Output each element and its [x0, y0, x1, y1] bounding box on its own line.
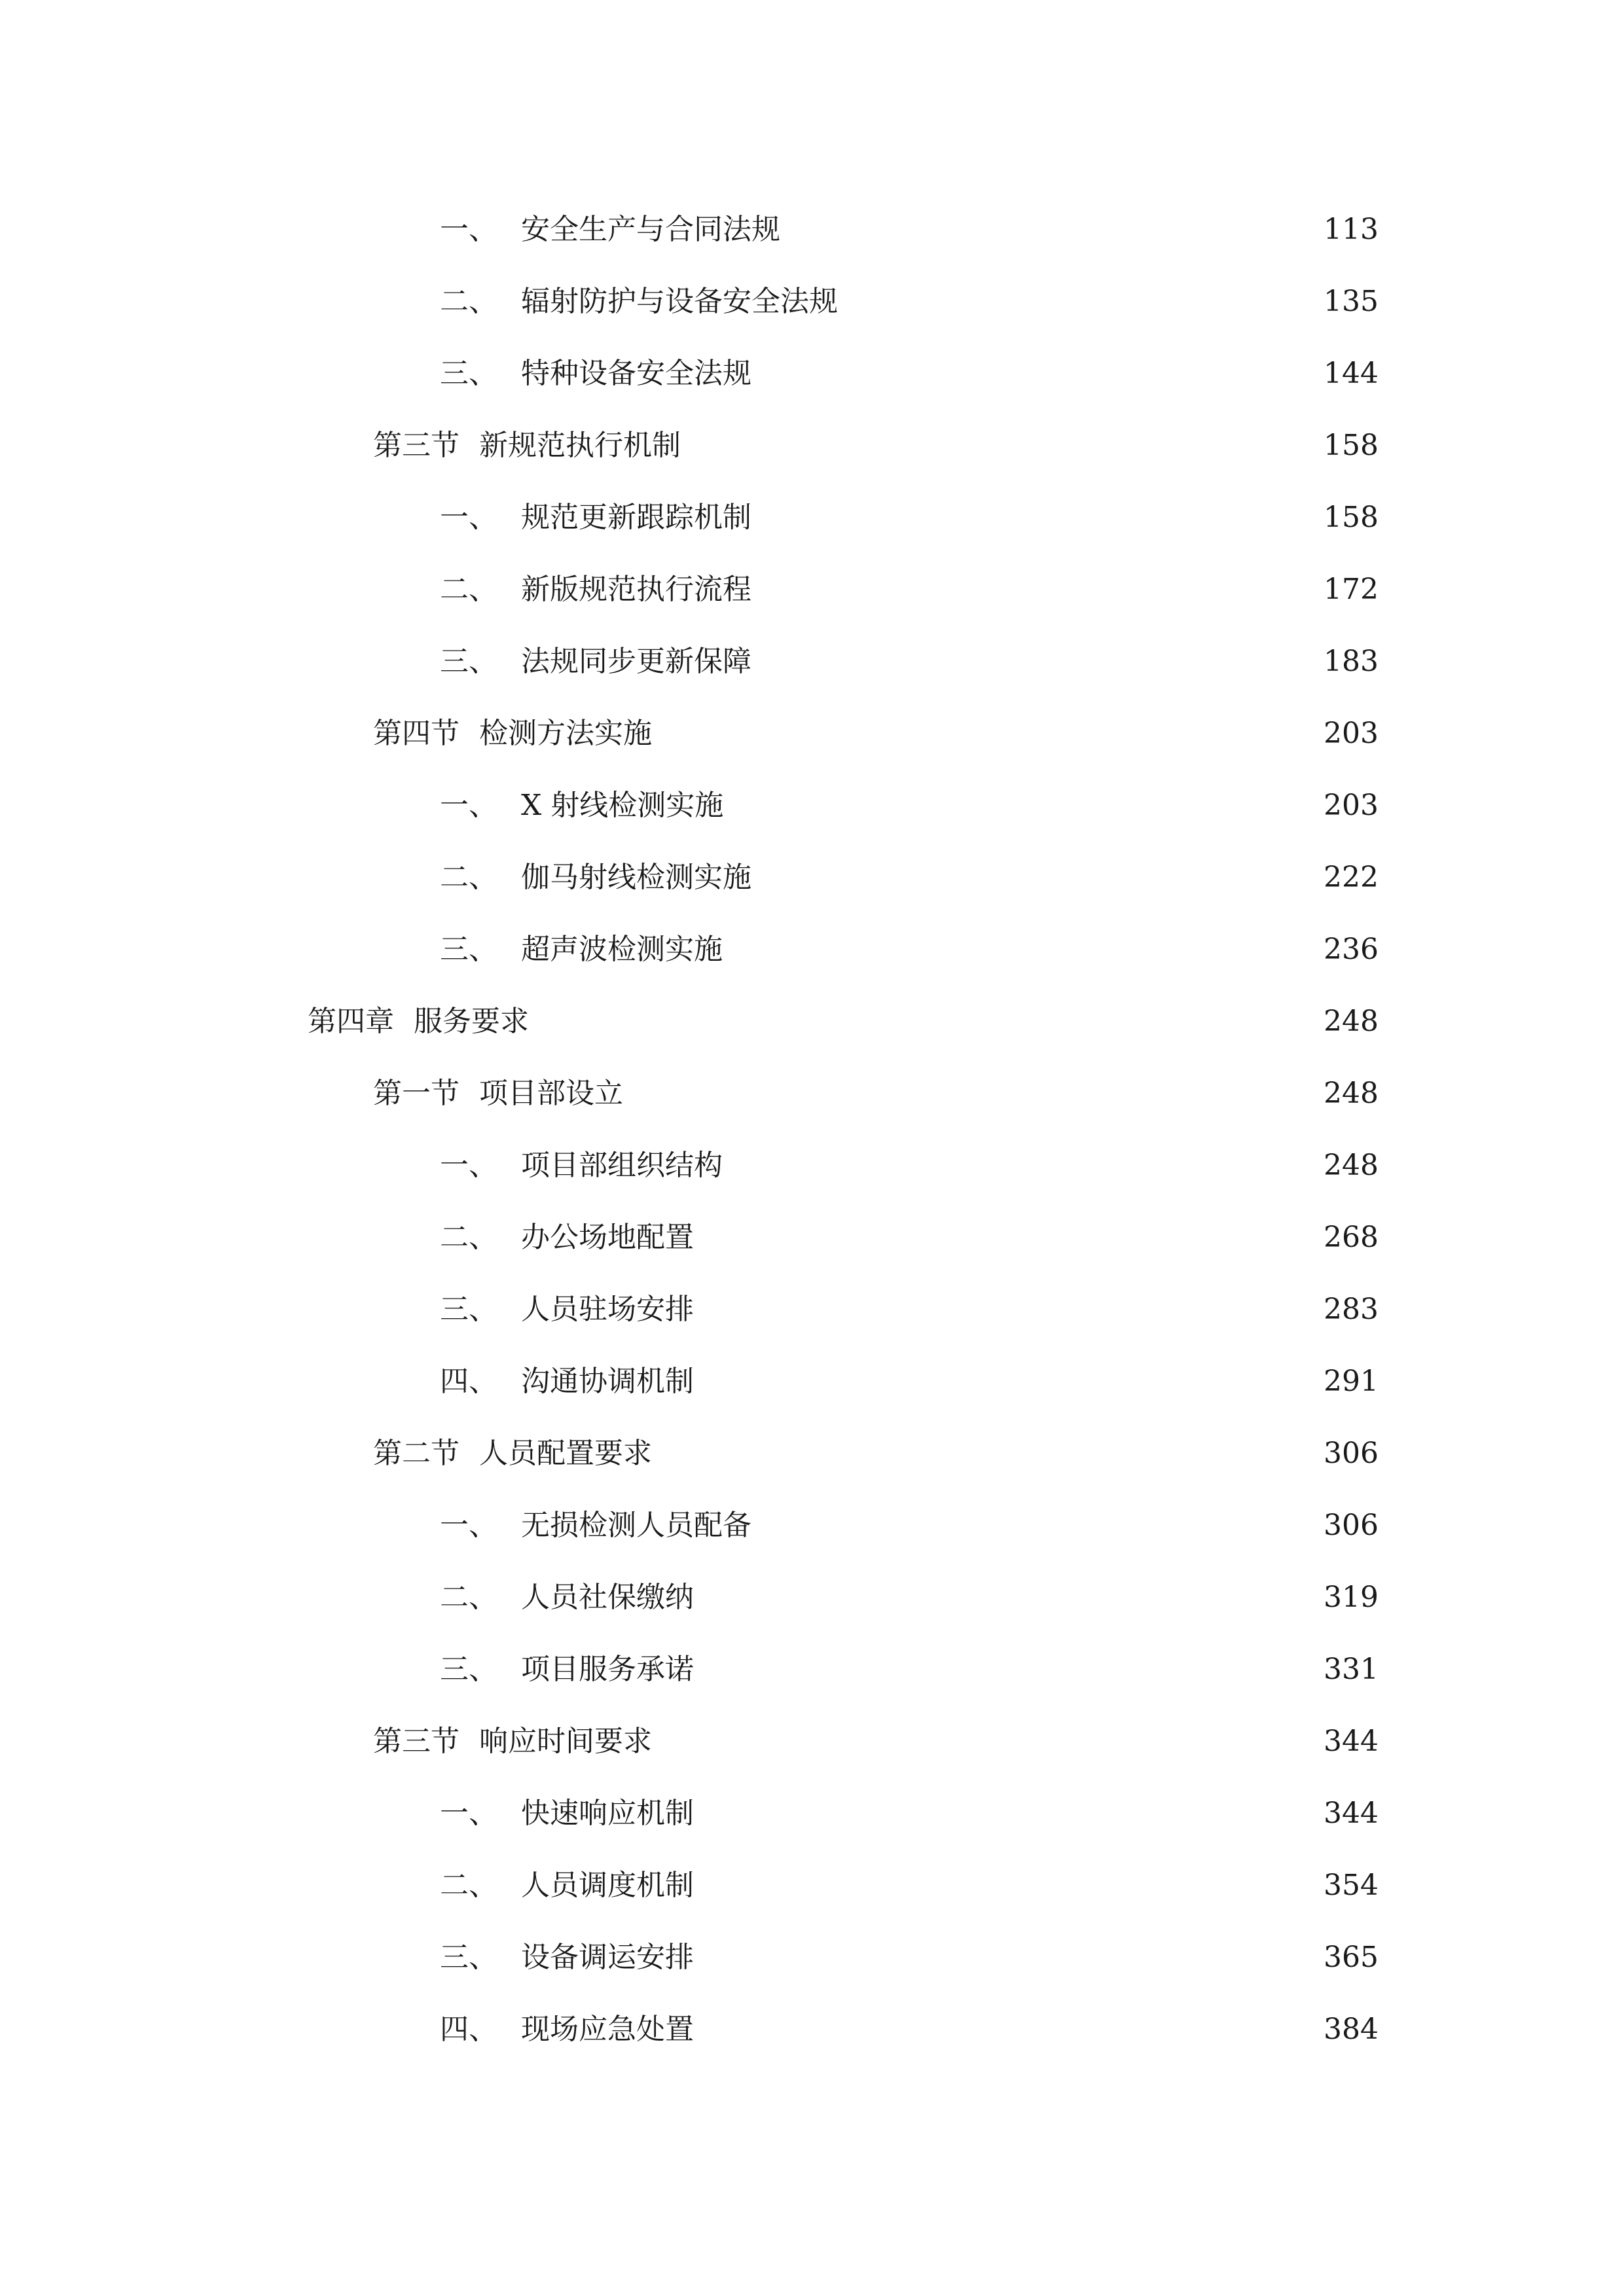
entry-title: 人员社保缴纳 — [521, 1581, 694, 1614]
toc-entry[interactable] — [0, 1490, 1624, 1562]
entry-number: 四、 — [440, 1365, 497, 1398]
dot-leader — [703, 1866, 1299, 1905]
page-number: 344 — [1324, 1797, 1379, 1830]
entry-title: 检测方法实施 — [479, 717, 652, 750]
page-number: 291 — [1324, 1365, 1379, 1398]
toc-entry[interactable] — [0, 1418, 1624, 1490]
dot-leader — [703, 1794, 1299, 1833]
toc-entry[interactable] — [0, 1850, 1624, 1922]
entry-title: 法规同步更新保障 — [521, 645, 751, 678]
entry-title: 新规范执行机制 — [479, 429, 681, 462]
toc-entry[interactable] — [0, 1058, 1624, 1130]
page-number: 331 — [1324, 1653, 1379, 1686]
page-number: 203 — [1324, 717, 1379, 750]
page-number: 319 — [1324, 1581, 1379, 1614]
entry-number: 二、 — [440, 861, 497, 894]
entry-number: 二、 — [440, 1221, 497, 1254]
dot-leader — [703, 1290, 1299, 1329]
dot-leader — [661, 714, 1299, 753]
entry-number: 第三节 — [373, 1725, 460, 1758]
entry-number: 二、 — [440, 1581, 497, 1614]
toc-entry[interactable] — [0, 626, 1624, 698]
entry-title: 办公场地配置 — [521, 1221, 694, 1254]
entry-number: 二、 — [440, 573, 497, 606]
entry-title: 响应时间要求 — [479, 1725, 652, 1758]
toc-entry[interactable] — [0, 914, 1624, 986]
dot-leader — [761, 858, 1299, 897]
entry-number: 三、 — [440, 645, 497, 678]
entry-title: 人员驻场安排 — [521, 1293, 694, 1326]
entry-number: 一、 — [440, 1509, 497, 1542]
entry-number: 第四节 — [373, 717, 460, 750]
page-number: 236 — [1324, 933, 1379, 966]
toc-entry[interactable] — [0, 1922, 1624, 1994]
entry-title: 项目部设立 — [479, 1077, 623, 1110]
dot-leader — [732, 1146, 1299, 1185]
dot-leader — [703, 1578, 1299, 1617]
toc-entry[interactable] — [0, 338, 1624, 410]
entry-number: 三、 — [440, 1293, 497, 1326]
toc-entry[interactable] — [0, 1706, 1624, 1778]
toc-entry[interactable] — [0, 1994, 1624, 2066]
toc-entry[interactable] — [0, 698, 1624, 770]
toc-entry[interactable] — [0, 1562, 1624, 1634]
dot-leader — [761, 1506, 1299, 1545]
page-number: 365 — [1324, 1941, 1379, 1974]
toc-entry[interactable] — [0, 1778, 1624, 1850]
entry-number: 第四章 — [308, 1005, 394, 1038]
toc-entry[interactable] — [0, 1130, 1624, 1202]
entry-title: 超声波检测实施 — [521, 933, 723, 966]
dot-leader — [661, 1434, 1299, 1473]
entry-number: 二、 — [440, 285, 497, 318]
dot-leader — [847, 282, 1299, 321]
dot-leader — [703, 1650, 1299, 1689]
entry-title: 设备调运安排 — [521, 1941, 694, 1974]
page-number: 248 — [1324, 1077, 1379, 1110]
page-number: 172 — [1324, 573, 1379, 606]
entry-title: 人员配置要求 — [479, 1437, 652, 1470]
entry-title: 辐射防护与设备安全法规 — [521, 285, 838, 318]
page-number: 135 — [1324, 285, 1379, 318]
entry-title: 规范更新跟踪机制 — [521, 501, 751, 534]
toc-entry[interactable] — [0, 1274, 1624, 1346]
page-number: 144 — [1324, 357, 1379, 390]
dot-leader — [703, 2010, 1299, 2049]
entry-title: 现场应急处置 — [521, 2013, 694, 2046]
page-number: 283 — [1324, 1293, 1379, 1326]
entry-title: 服务要求 — [414, 1005, 529, 1038]
dot-leader — [703, 1218, 1299, 1257]
dot-leader — [761, 570, 1299, 609]
page-number: 248 — [1324, 1005, 1379, 1038]
page-number: 158 — [1324, 501, 1379, 534]
entry-number: 一、 — [440, 1797, 497, 1830]
entry-number: 一、 — [440, 501, 497, 534]
dot-leader — [538, 1002, 1299, 1041]
entry-number: 第三节 — [373, 429, 460, 462]
entry-title: 安全生产与合同法规 — [521, 213, 780, 246]
page-number: 344 — [1324, 1725, 1379, 1758]
entry-number: 三、 — [440, 1653, 497, 1686]
entry-number: 三、 — [440, 1941, 497, 1974]
entry-number: 二、 — [440, 1869, 497, 1902]
entry-number: 第二节 — [373, 1437, 460, 1470]
toc-entry[interactable] — [0, 1202, 1624, 1274]
dot-leader — [690, 426, 1299, 465]
toc-entry[interactable] — [0, 266, 1624, 338]
page-number: 384 — [1324, 2013, 1379, 2046]
dot-leader — [732, 786, 1299, 825]
page-number: 306 — [1324, 1509, 1379, 1542]
entry-title: 项目部组织结构 — [521, 1149, 723, 1182]
page-number: 248 — [1324, 1149, 1379, 1182]
entry-number: 四、 — [440, 2013, 497, 2046]
toc-entry[interactable] — [0, 770, 1624, 842]
dot-leader — [661, 1722, 1299, 1761]
entry-title: 无损检测人员配备 — [521, 1509, 751, 1542]
page-number: 354 — [1324, 1869, 1379, 1902]
entry-title: 项目服务承诺 — [521, 1653, 694, 1686]
page-number: 158 — [1324, 429, 1379, 462]
page-number: 306 — [1324, 1437, 1379, 1470]
toc-entry[interactable] — [0, 1634, 1624, 1706]
dot-leader — [632, 1074, 1299, 1113]
entry-title: 新版规范执行流程 — [521, 573, 751, 606]
entry-number: 第一节 — [373, 1077, 460, 1110]
entry-number: 三、 — [440, 357, 497, 390]
dot-leader — [703, 1938, 1299, 1977]
page-number: 183 — [1324, 645, 1379, 678]
dot-leader — [789, 210, 1299, 249]
entry-title: X 射线检测实施 — [521, 789, 724, 822]
entry-title: 快速响应机制 — [521, 1797, 694, 1830]
entry-title: 沟通协调机制 — [521, 1365, 694, 1398]
page-number: 268 — [1324, 1221, 1379, 1254]
entry-title: 伽马射线检测实施 — [521, 861, 751, 894]
page-number: 203 — [1324, 789, 1379, 822]
toc-entry[interactable] — [0, 986, 1624, 1058]
dot-leader — [761, 498, 1299, 537]
toc-entry[interactable] — [0, 554, 1624, 626]
dot-leader — [732, 930, 1299, 969]
dot-leader — [703, 1362, 1299, 1401]
entry-title: 特种设备安全法规 — [521, 357, 751, 390]
toc-entry[interactable] — [0, 410, 1624, 482]
entry-number: 一、 — [440, 1149, 497, 1182]
entry-number: 三、 — [440, 933, 497, 966]
page-number: 222 — [1324, 861, 1379, 894]
toc-entry[interactable] — [0, 842, 1624, 914]
toc-entry[interactable] — [0, 194, 1624, 266]
dot-leader — [761, 642, 1299, 681]
entry-number: 一、 — [440, 213, 497, 246]
entry-title: 人员调度机制 — [521, 1869, 694, 1902]
page-number: 113 — [1324, 213, 1379, 246]
toc-entry[interactable] — [0, 482, 1624, 554]
toc-entry[interactable] — [0, 1346, 1624, 1418]
dot-leader — [761, 354, 1299, 393]
table-of-contents — [0, 194, 1624, 2066]
entry-number: 一、 — [440, 789, 497, 822]
